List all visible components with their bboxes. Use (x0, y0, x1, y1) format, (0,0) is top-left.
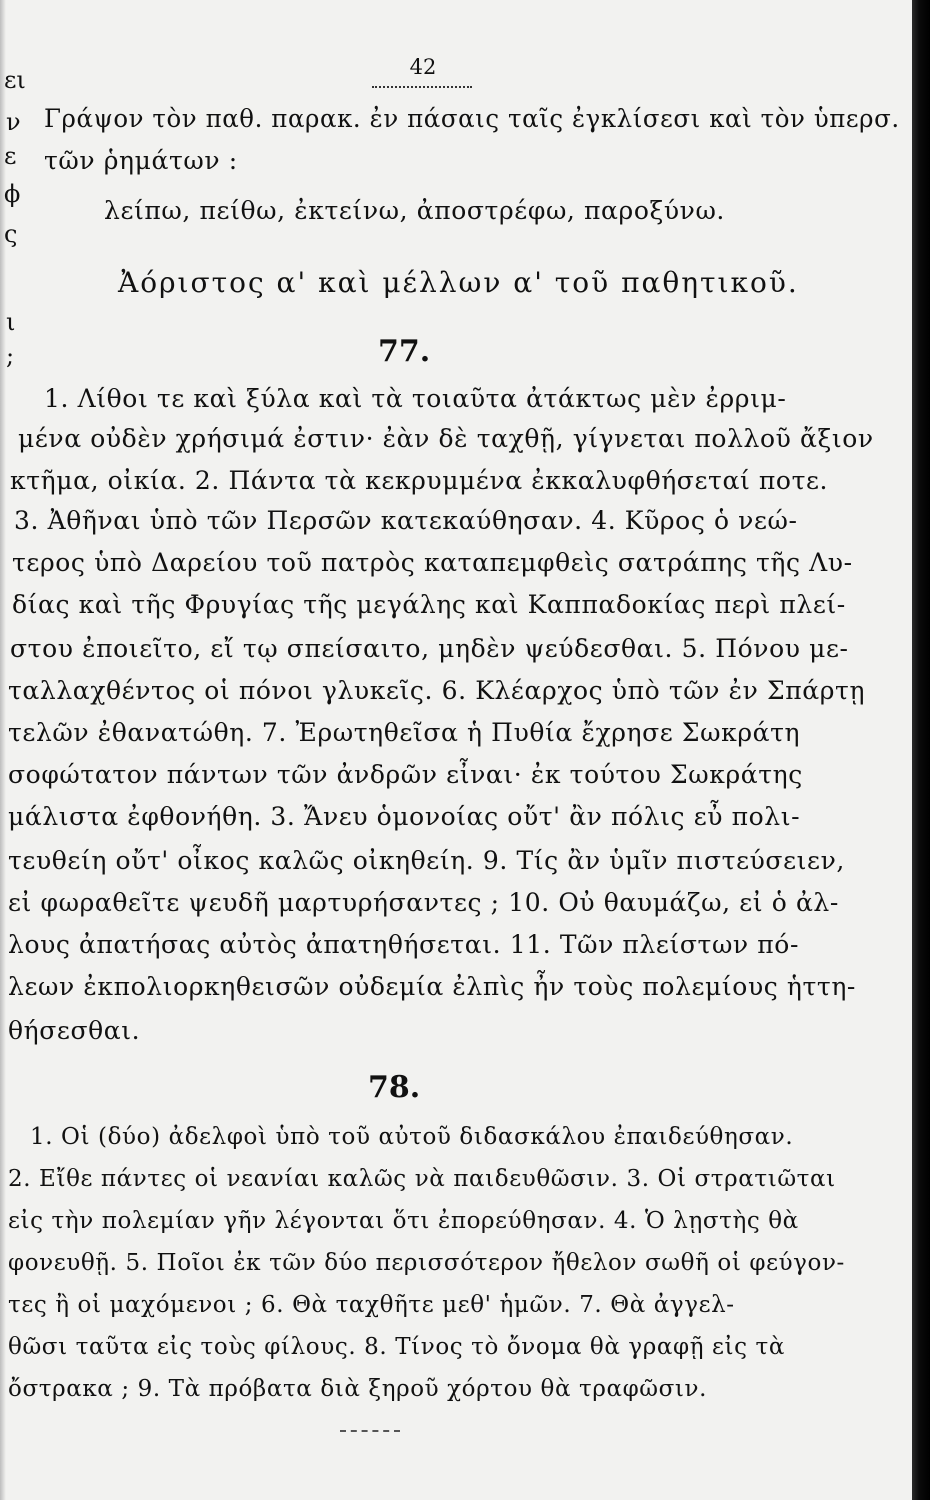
section-78-line: τες ἢ οἱ μαχόμενοι ; 6. Θὰ ταχθῆτε μεθ' ἡμῶν. 7. Θὰ ἀγγελ- (8, 1292, 735, 1318)
margin-fragment: ει (4, 66, 26, 94)
scan-dark-edge (912, 0, 930, 1500)
section-77-line: 1. Λίθοι τε καὶ ξύλα καὶ τὰ τοιαῦτα ἀτάκτως μὲν ἐρριμ- (44, 384, 787, 413)
intro-line: λείπω, πείθω, ἐκτείνω, ἀποστρέφω, παροξύνω. (104, 196, 725, 225)
section-heading: Ἀόριστος α' καὶ μέλλων α' τοῦ παθητικοῦ. (118, 266, 799, 299)
section-77-line: μένα οὐδὲν χρήσιμά ἐστιν· ἐὰν δὲ ταχθῇ, γίγνεται πολλοῦ ἄξιον (18, 424, 874, 453)
intro-line: τῶν ῥημάτων : (44, 146, 238, 175)
section-77-line: δίας καὶ τῆς Φρυγίας τῆς μεγάλης καὶ Καππαδοκίας περὶ πλεί- (12, 590, 846, 619)
margin-fragment: ; (6, 342, 15, 370)
section-77-line: σοφώτατον πάντων τῶν ἀνδρῶν εἶναι· ἐκ τούτου Σωκράτης (8, 760, 803, 789)
section-77-line: μάλιστα ἐφθονήθη. 3. Ἄνευ ὁμονοίας οὔτ' ἂν πόλις εὖ πολι- (8, 802, 801, 831)
section-77-line: θήσεσθαι. (8, 1016, 141, 1045)
section-77-line: τελῶν ἐθανατώθη. 7. Ἐρωτηθεῖσα ἡ Πυθία ἔχρησε Σωκράτη (8, 718, 801, 747)
section-78-line: 2. Εἴθε πάντες οἱ νεανίαι καλῶς νὰ παιδευθῶσιν. 3. Οἱ στρατιῶται (8, 1166, 836, 1192)
margin-fragment: ς (4, 220, 18, 248)
section-77-line: κτῆμα, οἰκία. 2. Πάντα τὰ κεκρυμμένα ἐκκαλυφθήσεταί ποτε. (10, 466, 829, 495)
intro-line: Γράψον τὸν παθ. παρακ. ἐν πάσαις ταῖς ἐγκλίσεσι καὶ τὸν ὑπερσ. (44, 104, 900, 133)
section-77-line: τερος ὑπὸ Δαρείου τοῦ πατρὸς καταπεμφθεὶς σατράπης τῆς Λυ- (12, 548, 853, 577)
section-77-line: λους ἀπατήσας αὐτὸς ἀπατηθήσεται. 11. Τῶν πλείστων πό- (8, 930, 800, 959)
section-77-line: ταλλαχθέντος οἱ πόνοι γλυκεῖς. 6. Κλέαρχος ὑπὸ τῶν ἐν Σπάρτῃ (8, 676, 866, 705)
margin-fragment: ϕ (4, 180, 21, 208)
section-78-line: εἰς τὴν πολεμίαν γῆν λέγονται ὅτι ἐπορεύθησαν. 4. Ὁ λῃστὴς θὰ (8, 1208, 799, 1234)
margin-fragment: ι (6, 308, 16, 336)
section-77-line: εἰ φωραθεῖτε ψευδῆ μαρτυρήσαντες ; 10. Οὐ θαυμάζω, εἰ ὁ ἀλ- (8, 888, 839, 917)
footer-mark (340, 1430, 400, 1432)
section-77-line: 3. Ἀθῆναι ὑπὸ τῶν Περσῶν κατεκαύθησαν. 4. Κῦρος ὁ νεώ- (14, 506, 798, 535)
section-78-line: ὄστρακα ; 9. Τὰ πρόβατα διὰ ξηροῦ χόρτου θὰ τραφῶσιν. (8, 1376, 708, 1402)
page-number: 42 (409, 55, 437, 79)
section-77-line: στου ἐποιεῖτο, εἴ τῳ σπείσαιτο, μηδὲν ψεύδεσθαι. 5. Πόνου με- (10, 634, 849, 663)
page-number-rule (372, 86, 472, 88)
section-number-78: 78. (368, 1070, 421, 1105)
section-77-line: τευθείη οὔτ' οἶκος καλῶς οἰκηθείη. 9. Τίς ἂν ὑμῖν πιστεύσειεν, (8, 846, 845, 875)
margin-fragment: ν (6, 108, 21, 136)
section-number-77: 77. (378, 334, 431, 369)
margin-fragment: ε (4, 142, 17, 170)
section-78-line: θῶσι ταῦτα εἰς τοὺς φίλους. 8. Τίνος τὸ ὄνομα θὰ γραφῇ εἰς τὰ (8, 1334, 785, 1360)
section-78-line: 1. Οἱ (δύο) ἀδελφοὶ ὑπὸ τοῦ αὐτοῦ διδασκάλου ἐπαιδεύθησαν. (30, 1124, 794, 1150)
section-77-line: λεων ἐκπολιορκηθεισῶν οὐδεμία ἐλπὶς ἦν τοὺς πολεμίους ἡττη- (8, 972, 856, 1001)
section-78-line: φονευθῇ. 5. Ποῖοι ἐκ τῶν δύο περισσότερον ἤθελον σωθῆ οἱ φεύγον- (8, 1250, 845, 1276)
